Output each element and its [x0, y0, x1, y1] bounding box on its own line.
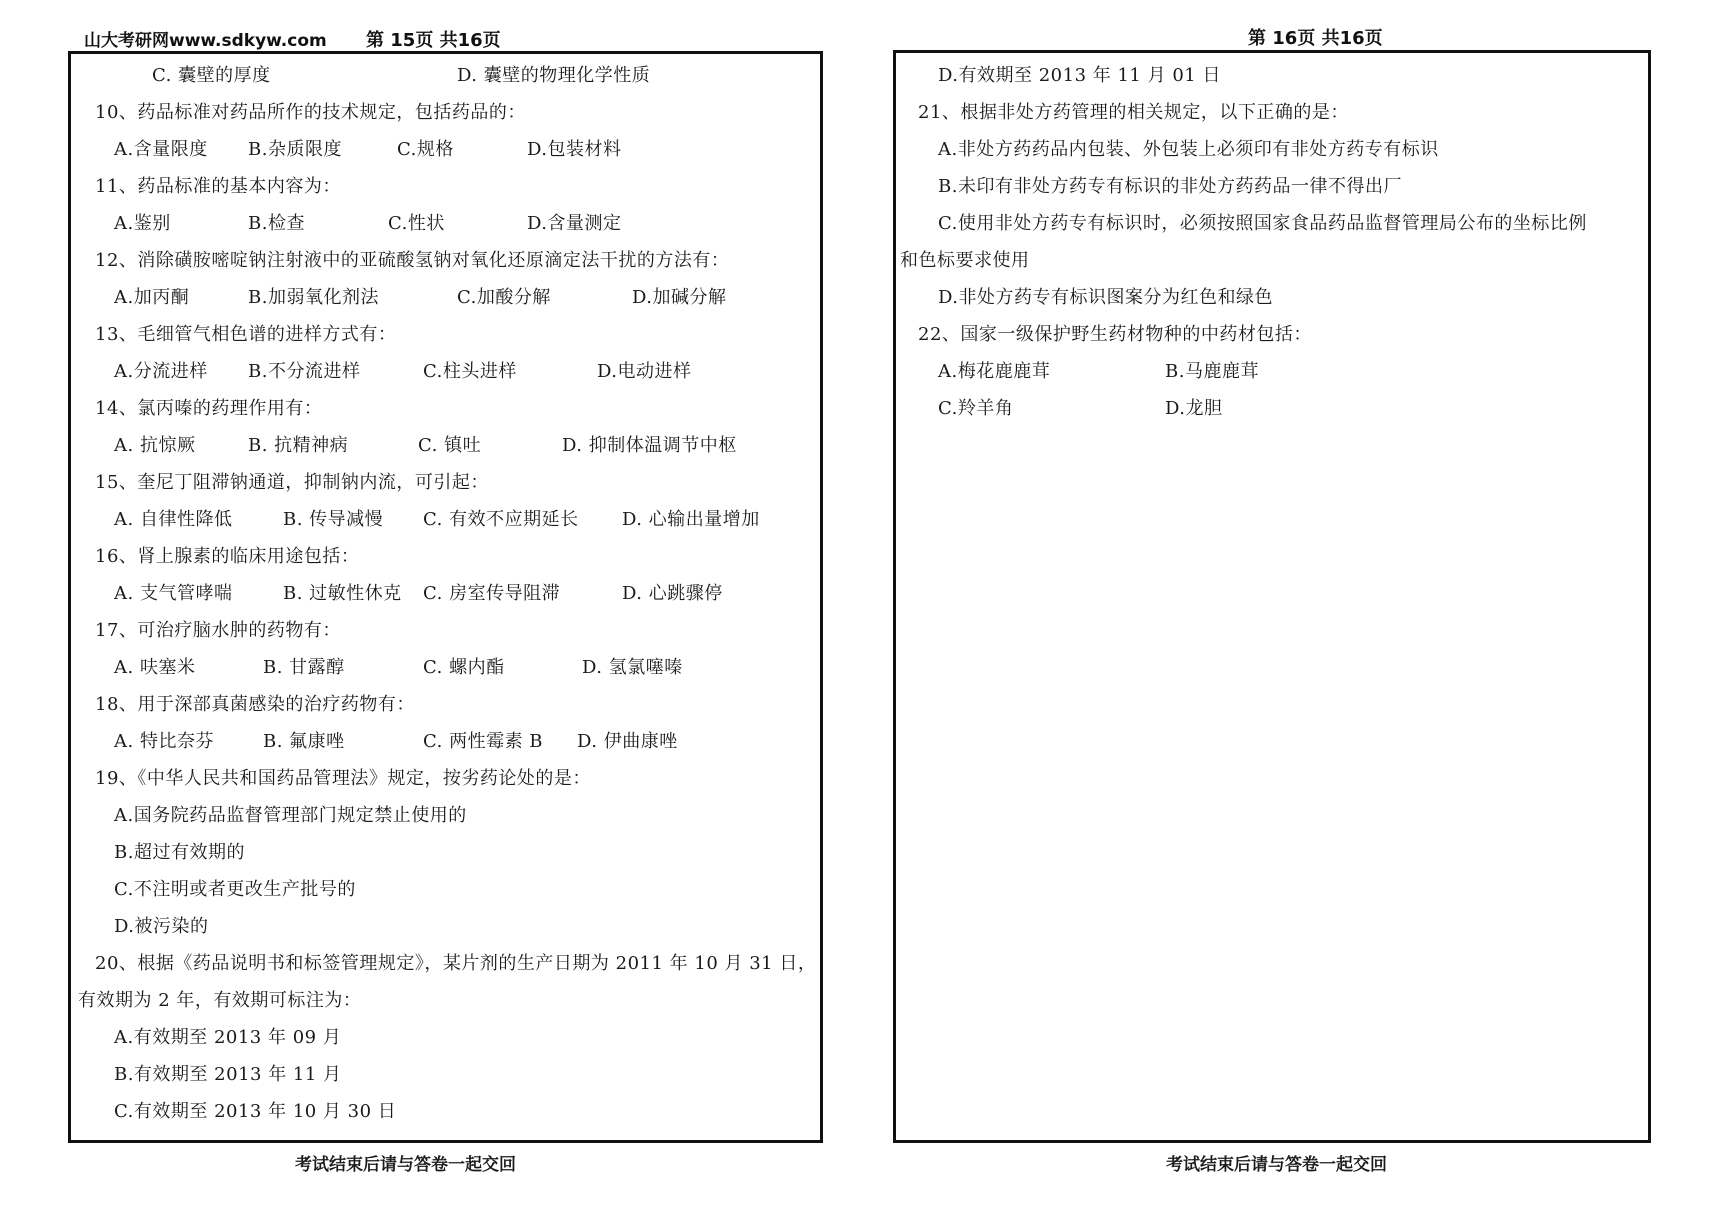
exam-text-line: 19、《中华人民共和国药品管理法》规定，按劣药论处的是： [95, 768, 591, 789]
exam-text-line: B. 甘露醇 [263, 657, 345, 678]
exam-text-line: D. 抑制体温调节中枢 [562, 435, 737, 456]
exam-text-line: A.有效期至 2013 年 09 月 [114, 1027, 342, 1048]
exam-text-line: 10、药品标准对药品所作的技术规定，包括药品的： [95, 102, 526, 123]
exam-text-line: A.含量限度 [114, 139, 208, 160]
exam-text-line: C.不注明或者更改生产批号的 [114, 879, 356, 900]
exam-text-line: B.有效期至 2013 年 11 月 [114, 1064, 342, 1085]
exam-text-line: C. 房室传导阻滞 [423, 583, 561, 604]
exam-text-line: D. 伊曲康唑 [577, 731, 678, 752]
exam-text-line: 13、毛细管气相色谱的进样方式有： [95, 324, 397, 345]
exam-text-line: C. 螺内酯 [423, 657, 505, 678]
exam-text-line: 12、消除磺胺嘧啶钠注射液中的亚硫酸氢钠对氧化还原滴定法干扰的方法有： [95, 250, 730, 271]
footer-note-right: 考试结束后请与答卷一起交回 [1166, 1155, 1387, 1175]
exam-text-line: 22、国家一级保护野生药材物种的中药材包括： [918, 324, 1312, 345]
exam-text-line: D.包装材料 [527, 139, 622, 160]
exam-text-line: D. 氢氯噻嗪 [582, 657, 683, 678]
exam-text-line: B.检查 [248, 213, 305, 234]
exam-text-line: A.非处方药药品内包装、外包装上必须印有非处方药专有标识 [938, 139, 1439, 160]
page-number-right: 第 16页 共16页 [1248, 28, 1383, 49]
exam-text-line: C.性状 [388, 213, 445, 234]
exam-text-line: B.杂质限度 [248, 139, 342, 160]
exam-text-line: B.马鹿鹿茸 [1165, 361, 1259, 382]
site-url: 山大考研网www.sdkyw.com [84, 31, 327, 51]
exam-text-line: 21、根据非处方药管理的相关规定，以下正确的是： [918, 102, 1349, 123]
exam-text-line: D. 心跳骤停 [622, 583, 723, 604]
exam-text-line: 14、氯丙嗪的药理作用有： [95, 398, 323, 419]
exam-text-line: A. 支气管哮喘 [114, 583, 233, 604]
exam-text-line: D. 囊壁的物理化学性质 [457, 65, 651, 86]
exam-text-line: A. 特比奈芬 [114, 731, 214, 752]
exam-text-line: C. 两性霉素 B [423, 731, 544, 752]
exam-text-line: 和色标要求使用 [900, 250, 1030, 271]
exam-text-line: C.使用非处方药专有标识时，必须按照国家食品药品监督管理局公布的坐标比例 [938, 213, 1587, 234]
exam-text-line: C.柱头进样 [423, 361, 517, 382]
exam-text-line: D.含量测定 [527, 213, 622, 234]
exam-text-line: B.未印有非处方药专有标识的非处方药药品一律不得出厂 [938, 176, 1402, 197]
exam-text-line: B. 抗精神病 [248, 435, 349, 456]
exam-text-line: D.非处方药专有标识图案分为红色和绿色 [938, 287, 1274, 308]
exam-text-line: 20、根据《药品说明书和标签管理规定》，某片剂的生产日期为 2011 年 10 月 31 日， [95, 953, 817, 974]
exam-text-line: A. 抗惊厥 [114, 435, 196, 456]
exam-text-line: A.国务院药品监督管理部门规定禁止使用的 [114, 805, 467, 826]
exam-text-line: 18、用于深部真菌感染的治疗药物有： [95, 694, 415, 715]
exam-text-line: C.规格 [397, 139, 454, 160]
exam-text-line: C. 有效不应期延长 [423, 509, 579, 530]
exam-text-line: C. 囊壁的厚度 [152, 65, 271, 86]
exam-text-line: A.梅花鹿鹿茸 [938, 361, 1051, 382]
exam-text-line: B.不分流进样 [248, 361, 361, 382]
exam-text-line: 有效期为 2 年，有效期可标注为： [78, 990, 362, 1011]
page-number-left: 第 15页 共16页 [366, 30, 501, 51]
exam-text-line: C.羚羊角 [938, 398, 1014, 419]
exam-text-line: A. 自律性降低 [114, 509, 233, 530]
exam-text-line: D. 心输出量增加 [622, 509, 760, 530]
exam-text-line: B.超过有效期的 [114, 842, 245, 863]
exam-text-line: C.有效期至 2013 年 10 月 30 日 [114, 1101, 397, 1122]
exam-text-line: C.加酸分解 [457, 287, 551, 308]
exam-text-line: D.电动进样 [597, 361, 692, 382]
exam-text-line: A. 呋塞米 [114, 657, 196, 678]
footer-note-left: 考试结束后请与答卷一起交回 [295, 1155, 516, 1175]
exam-text-line: 15、奎尼丁阻滞钠通道，抑制钠内流，可引起： [95, 472, 489, 493]
exam-text-line: 17、可治疗脑水肿的药物有： [95, 620, 341, 641]
exam-text-line: B.加弱氧化剂法 [248, 287, 379, 308]
exam-text-line: D.龙胆 [1165, 398, 1223, 419]
exam-text-line: C. 镇吐 [418, 435, 482, 456]
exam-text-line: A.加丙酮 [114, 287, 190, 308]
exam-text-line: A.鉴别 [114, 213, 171, 234]
exam-text-line: D.加碱分解 [632, 287, 727, 308]
exam-text-line: 16、肾上腺素的临床用途包括： [95, 546, 360, 567]
exam-text-line: A.分流进样 [114, 361, 208, 382]
exam-text-line: B. 传导减慢 [283, 509, 384, 530]
exam-text-line: B. 氟康唑 [263, 731, 345, 752]
exam-text-line: 11、药品标准的基本内容为： [95, 176, 341, 197]
exam-text-line: D.被污染的 [114, 916, 209, 937]
exam-text-line: B. 过敏性休克 [283, 583, 402, 604]
exam-text-line: D.有效期至 2013 年 11 月 01 日 [938, 65, 1221, 86]
